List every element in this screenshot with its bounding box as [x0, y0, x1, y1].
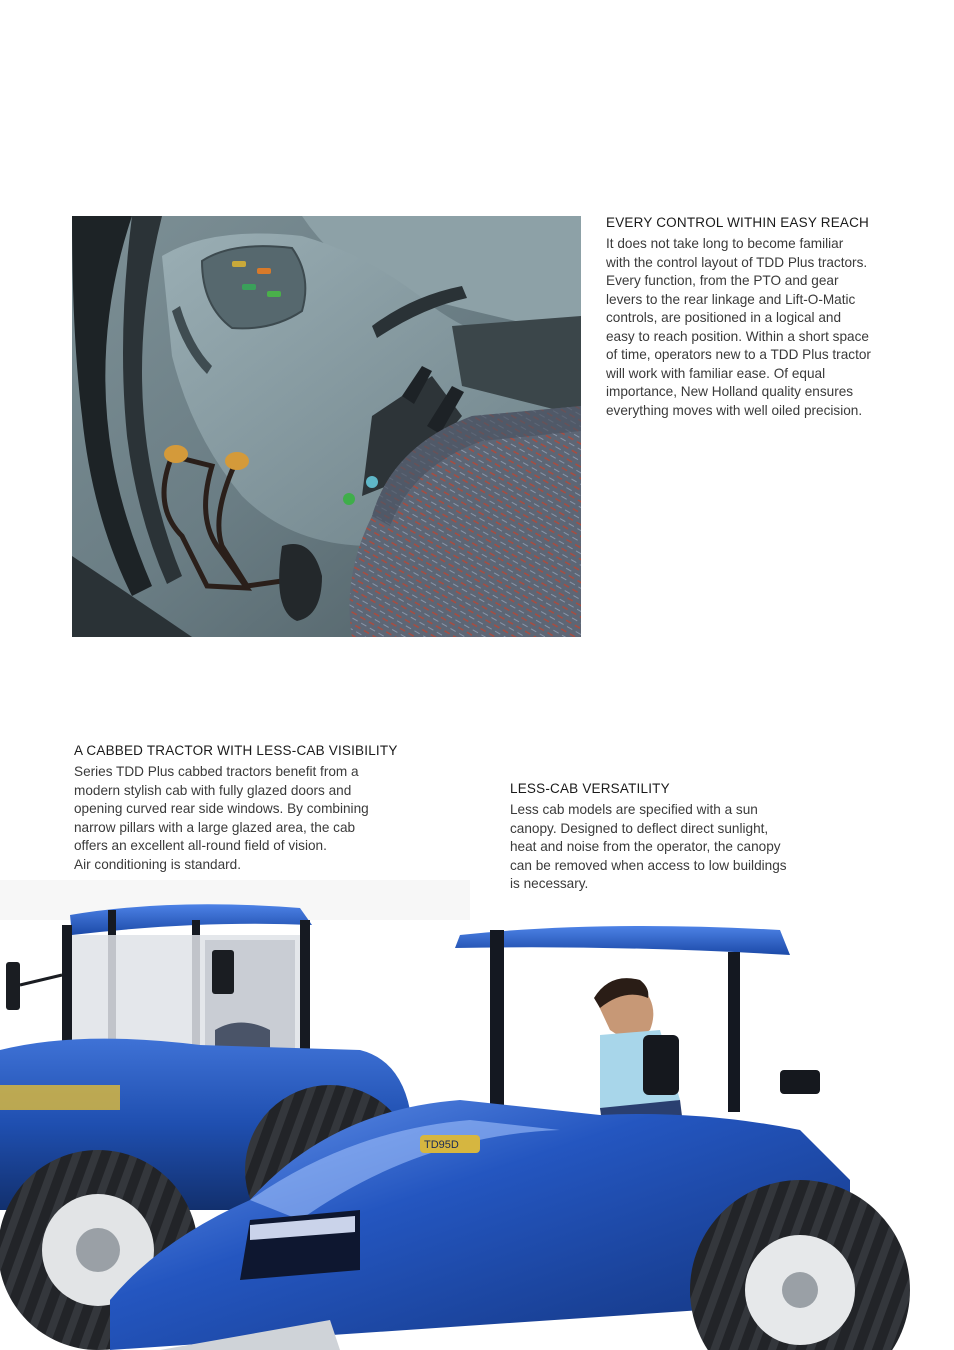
controls-heading: EVERY CONTROL WITHIN EASY REACH [606, 215, 870, 230]
lesscab-line: Less cab models are specified with a sun [510, 802, 758, 817]
controls-line: of time, operators new to a TDD Plus tractor [606, 347, 871, 362]
controls-line: everything moves with well oiled precision. [606, 402, 863, 418]
tractors-photo [0, 880, 954, 1350]
cabbed-line: Air conditioning is standard. [74, 856, 241, 872]
controls-line: will work with familiar ease. Of equal [606, 365, 826, 381]
controls-line: Every function, from the PTO and gear [606, 273, 839, 288]
controls-body [606, 235, 871, 420]
controls-line: easy to reach position. Within a short space [606, 328, 869, 344]
cabbed-line: Series TDD Plus cabbed tractors benefit from a [74, 764, 359, 779]
controls-line: levers to the rear linkage and Lift-O-Matic [606, 291, 856, 307]
controls-line: controls, are positioned in a logical and [606, 310, 842, 325]
lesscab-line: canopy. Designed to deflect direct sunlight, [510, 820, 769, 836]
lesscab-line: can be removed when access to low buildings [510, 857, 787, 873]
controls-line: with the control layout of TDD Plus tractors. [606, 254, 868, 270]
controls-line: importance, New Holland quality ensures [606, 384, 854, 399]
hood-badge: TD95D [424, 1139, 459, 1151]
cabbed-line: modern stylish cab with fully glazed doors and [74, 782, 352, 798]
cabbed-line: narrow pillars with a large glazed area, the cab [74, 819, 356, 835]
cab-interior-photo [72, 216, 581, 637]
controls-line: It does not take long to become familiar [606, 236, 844, 251]
lesscab-line: heat and noise from the operator, the canopy [510, 839, 781, 854]
lesscab-line: is necessary. [510, 876, 589, 891]
cabbed-line: opening curved rear side windows. By combining [74, 801, 369, 816]
cabbed-heading: A CABBED TRACTOR WITH LESS-CAB VISIBILITY [74, 743, 398, 758]
lesscab-heading: LESS-CAB VERSATILITY [510, 781, 670, 796]
cabbed-body [74, 763, 369, 874]
cabbed-line: offers an excellent all-round field of vision. [74, 838, 327, 853]
